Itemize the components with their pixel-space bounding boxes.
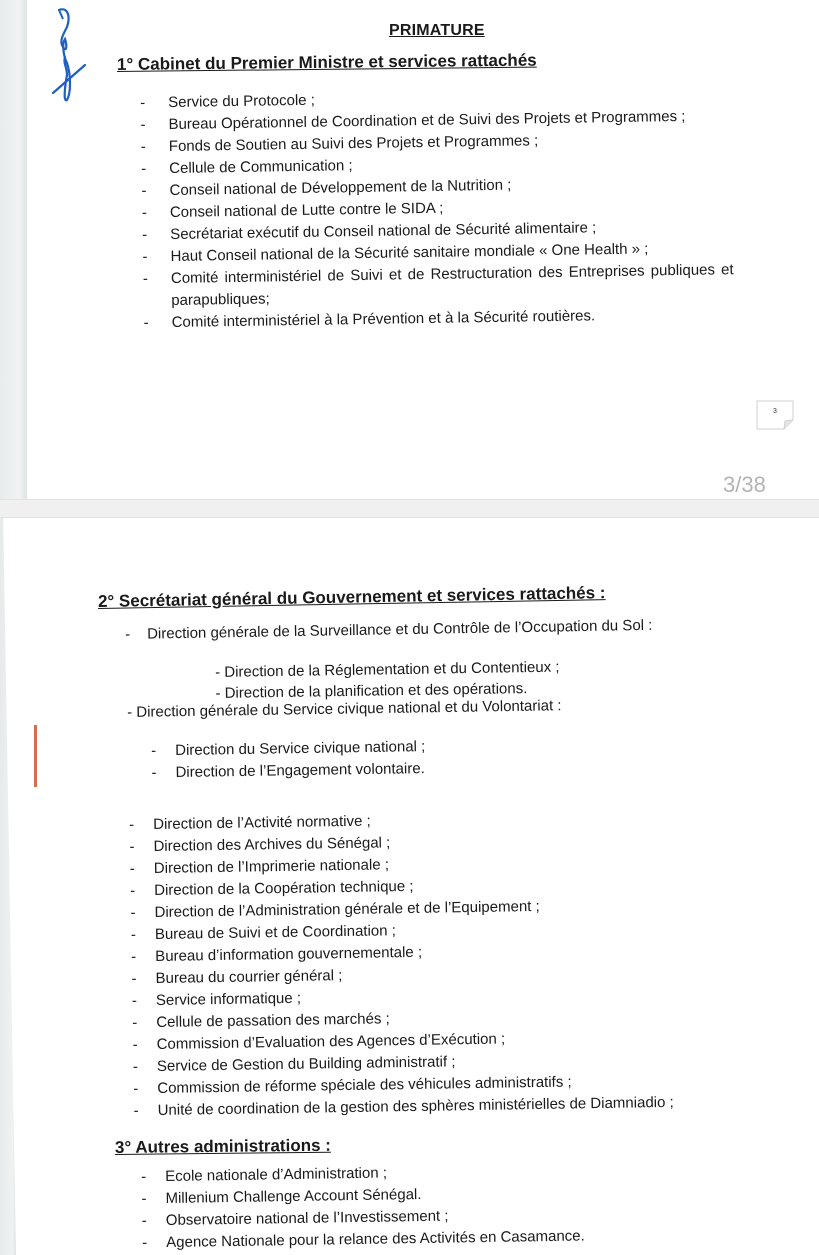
list-item: - Bureau de Suivi et de Coordination ; — [130, 922, 396, 944]
list-item: - Conseil national de Lutte contre le SIDA ; — [141, 199, 444, 222]
list-item: - Direction des Archives du Sénégal ; — [129, 834, 391, 856]
document-page-3 — [0, 0, 819, 499]
page-left-edge — [0, 518, 16, 1255]
list-item: - Unité de coordination de la gestion des sphères ministérielles de Diamniadio ; — [133, 1093, 674, 1120]
list-item: - Conseil national de Développement de la Nutrition ; — [141, 176, 512, 200]
section-1-list — [140, 83, 734, 334]
page-separator — [0, 499, 819, 518]
list-item: - Comité interministériel à la Prévention et à la Sécurité routières. — [143, 307, 596, 332]
list-item: - Direction de l’Administration générale et de l’Equipement ; — [130, 897, 540, 922]
list-item: - Bureau d’information gouvernementale ; — [131, 943, 423, 966]
list-item: - Service informatique ; — [131, 989, 302, 1010]
dg-service-civique: - Direction générale du Service civique national et du Volontariat : — [127, 697, 562, 721]
list-item: - Cellule de passation des marchés ; — [132, 1010, 390, 1032]
list-item-continuation: parapubliques; — [171, 290, 270, 309]
list-item: - Direction de l’Imprimerie nationale ; — [129, 856, 390, 878]
page-left-edge — [0, 0, 27, 499]
list-item: - Commission d’Evaluation des Agences d’Exécution ; — [132, 1030, 506, 1054]
list-item: - Bureau du courrier général ; — [131, 967, 343, 988]
list-item: - Commission de réforme spéciale des véhicules administratifs ; — [133, 1073, 572, 1098]
dg-surveillance: - Direction générale de la Surveillance et du Contrôle de l’Occupation du Sol : — [125, 616, 653, 643]
section-1-heading: 1° Cabinet du Premier Ministre et services rattachés — [116, 50, 537, 74]
list-item: - Secrétariat exécutif du Conseil national de Sécurité alimentaire ; — [142, 219, 597, 244]
list-item: - Direction de la Coopération technique ; — [130, 877, 414, 900]
list-item: - Direction de la planification et des opérations. — [215, 680, 528, 702]
page-title: PRIMATURE — [389, 22, 485, 39]
list-item: - Ecole nationale d’Administration ; — [141, 1164, 388, 1186]
list-item: - Direction du Service civique national ; — [151, 738, 426, 760]
list-item: - Haut Conseil national de la Sécurité sanitaire mondiale « One Health » ; — [142, 240, 649, 266]
list-item: - Comité interministériel de Suivi et de Restructuration des Entreprises publiques et — [142, 261, 734, 288]
section-2-heading: 2° Secrétariat général du Gouvernement et services rattachés : — [97, 583, 606, 611]
dg-surveillance-sublist — [215, 657, 560, 704]
dg-service-civique-sublist — [151, 736, 426, 784]
section-2-list — [129, 806, 674, 1122]
list-item: - Direction de la Réglementation et du Contentieux ; — [215, 658, 560, 681]
signature-icon — [45, 5, 95, 105]
section-3-list — [141, 1159, 585, 1254]
list-item: - Cellule de Communication ; — [141, 157, 353, 178]
annotation-mark — [34, 725, 37, 787]
list-item: - Service du Protocole ; — [140, 91, 316, 112]
list-item: - Millenium Challenge Account Sénégal. — [141, 1185, 422, 1208]
section-3-heading: 3° Autres administrations : — [114, 1135, 331, 1157]
document-page-4 — [0, 518, 819, 1255]
list-item: - Service de Gestion du Building administratif ; — [132, 1053, 456, 1076]
svg-text:3: 3 — [773, 408, 777, 415]
list-item: - Agence Nationale pour la relance des Activités en Casamance. — [142, 1227, 585, 1252]
list-item: - Direction de l’Activité normative ; — [129, 812, 371, 834]
page-indicator: 3/38 — [723, 472, 766, 497]
list-item: - Bureau Opérationnel de Coordination et de Suivi des Projets et Programmes ; — [140, 107, 686, 134]
sticky-note-icon[interactable] — [756, 400, 794, 430]
list-item: - Observatoire national de l’Investissement ; — [141, 1207, 449, 1230]
list-item: - Fonds de Soutien au Suivi des Projets et Programmes ; — [140, 132, 539, 156]
list-item: - Direction de l’Engagement volontaire. — [151, 760, 425, 782]
